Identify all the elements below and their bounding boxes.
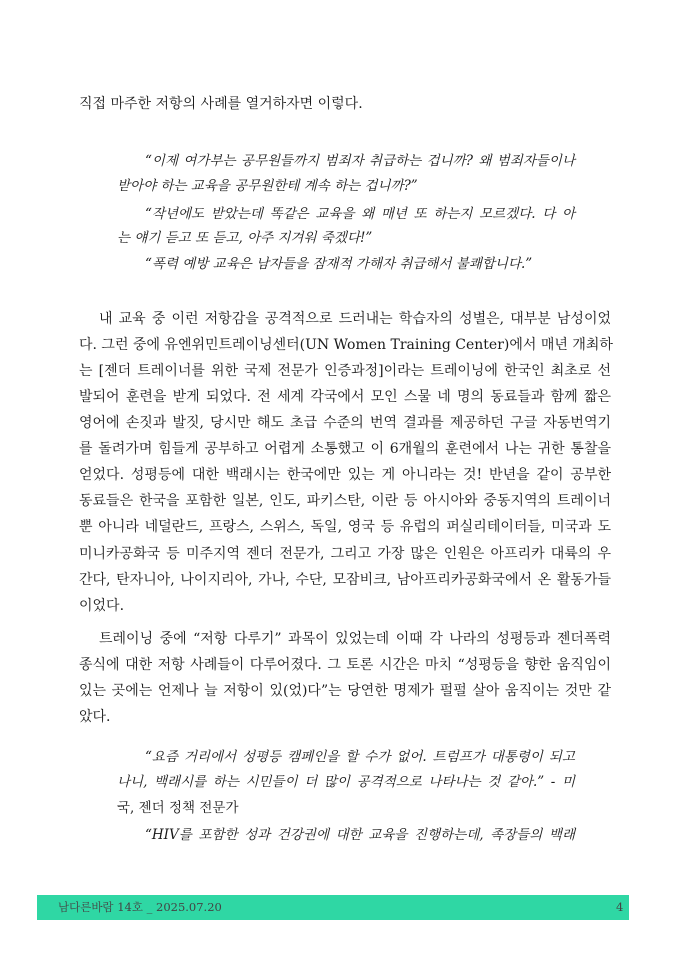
quote-line: 국, 젠더 정책 전문가 — [117, 800, 239, 816]
intro-text: 직접 마주한 저항의 사례를 열거하자면 이렇다. — [79, 96, 363, 112]
quote-line: 받아야 하는 교육을 공무원한테 계속 하는 겁니까?” — [117, 178, 418, 194]
quote-line: 는 얘기 듣고 또 듣고, 아주 지겨워 죽겠다!” — [117, 230, 373, 246]
paragraph-line: 미니카공화국 등 미주지역 젠더 전문가, 그리고 가장 많은 인원은 아프리카 대륙의 우 — [79, 546, 611, 562]
quote-line: “작년에도 받았는데 똑같은 교육을 왜 매년 또 하는지 모르겠다. 다 아 — [145, 206, 575, 222]
paragraph-line: 있는 곳에는 언제나 늘 저항이 있(었)다”는 당연한 명제가 펄펄 살아 움직이는 것만 같 — [79, 683, 611, 699]
quote-line: “HIV를 포함한 성과 건강권에 대한 교육을 진행하는데, 족장들의 백래 — [145, 827, 575, 843]
page-number: 4 — [616, 900, 624, 914]
quote-line: “폭력 예방 교육은 남자들을 잠재적 가해자 취급해서 불쾌합니다.” — [145, 256, 533, 272]
paragraph-line: 동료들은 한국을 포함한 일본, 인도, 파키스탄, 이란 등 아시아와 중동지역의 트레이너 — [79, 493, 611, 509]
quote-line: “이제 여가부는 공무원들까지 범죄자 취급하는 겁니까? 왜 범죄자들이나 — [145, 153, 575, 169]
paragraph-line: 종식에 대한 저항 사례들이 다루어졌다. 그 토론 시간은 마치 “성평등을 향한 움직임이 — [79, 657, 611, 673]
paragraph-line: 다. 그런 중에 유엔위민트레이닝센터(UN Women Training Center)에서 매년 개최하 — [79, 337, 613, 353]
paragraph-line: 간다, 탄자니아, 나이지리아, 가나, 수단, 모잠비크, 남아프리카공화국에서 온 활동가들 — [79, 572, 611, 588]
paragraph-line: 뿐 아니라 네덜란드, 프랑스, 스위스, 독일, 영국 등 유럽의 퍼실리테이터들, 미국과 도 — [79, 519, 611, 535]
quote-line: 나니, 백래시를 하는 시민들이 더 많이 공격적으로 나타나는 것 같아.” - 미 — [117, 774, 575, 790]
paragraph-line: 았다. — [79, 709, 111, 725]
paragraph-line: 발되어 훈련을 받게 되었다. 전 세계 각국에서 모인 스물 네 명의 동료들과 함께 짧은 — [79, 389, 611, 405]
footer-publication: 남다른바람 14호 _ 2025.07.20 — [58, 900, 222, 914]
paragraph-line: 트레이닝 중에 “저항 다루기” 과목이 있었는데 이때 각 나라의 성평등과 젠더폭력 — [99, 631, 611, 647]
paragraph-line: 내 교육 중 이런 저항감을 공격적으로 드러내는 학습자의 성별은, 대부분 남성이었 — [99, 311, 611, 327]
quote-line: “요즘 거리에서 성평등 캠페인을 할 수가 없어. 트럼프가 대통령이 되고 — [145, 749, 575, 765]
paragraph-line: 이었다. — [79, 598, 125, 614]
paragraph-line: 얻었다. 성평등에 대한 백래시는 한국에만 있는 게 아니라는 것! 반년을 같이 공부한 — [79, 467, 611, 483]
paragraph-line: 영어에 손짓과 발짓, 당시만 해도 초급 수준의 번역 결과를 제공하던 구글 자동번역기 — [79, 415, 611, 431]
paragraph-line: 를 돌려가며 힘들게 공부하고 어렵게 소통했고 이 6개월의 훈련에서 나는 귀한 통찰을 — [79, 441, 611, 457]
paragraph-line: 는 [젠더 트레이너를 위한 국제 전문가 인증과정]이라는 트레이닝에 한국인 최초로 선 — [79, 363, 611, 379]
